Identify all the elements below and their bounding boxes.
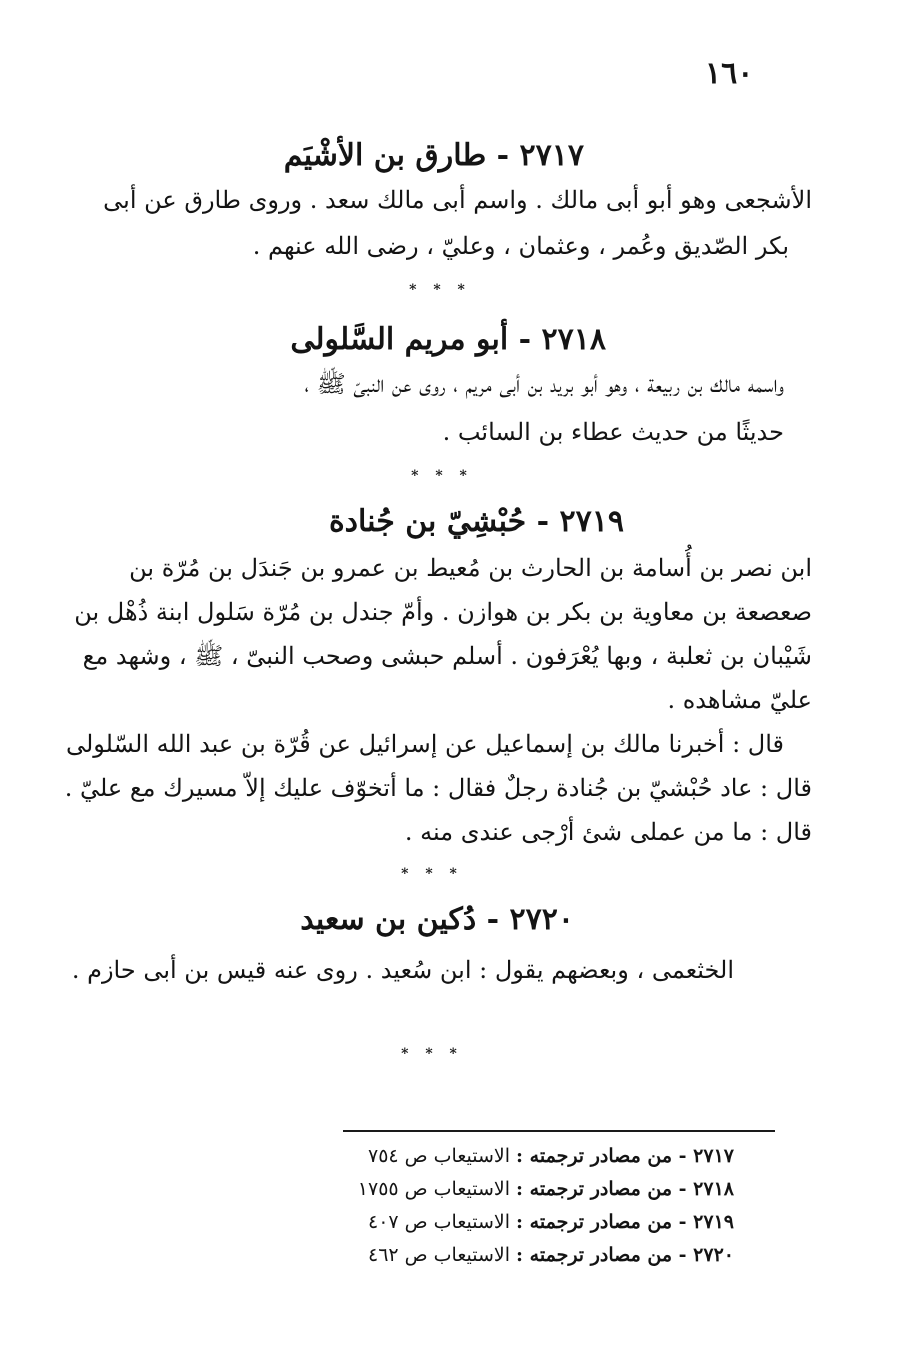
entry-2719-line-6: قال : عاد حُبْشيّ بن جُنادة رجلٌ فقال : ما أتخوّف عليك إلاّ مسيرك مع عليّ . <box>64 774 812 802</box>
section-separator: * * * <box>409 282 471 298</box>
footnote-source: الاستيعاب ص ٤٠٧ <box>367 1211 517 1233</box>
entry-2719-line-7: قال : ما من عملى شئ أرْجى عندى منه . <box>404 818 812 846</box>
entry-2719-line-2: صعصعة بن معاوية بن بكر بن هوازن . وأمّ جندل بن مُرّة سَلول ابنة ذُهْل بن <box>74 598 812 626</box>
footnote-source: الاستيعاب ص ١٧٥٥ <box>357 1178 517 1200</box>
footnote-lead: ٢٧١٨ - من مصادر ترجمته : <box>516 1178 734 1200</box>
entry-2719-line-4: عليّ مشاهده . <box>667 686 812 714</box>
entry-2719-line-1: ابن نصر بن أُسامة بن الحارث بن مُعيط بن عمرو بن جَندَل بن مُرّة بن <box>129 554 812 582</box>
page-number: ١٦٠ <box>705 56 754 91</box>
footnote-lead: ٢٧١٧ - من مصادر ترجمته : <box>516 1145 734 1167</box>
footnote-2719 <box>368 1211 734 1233</box>
entry-2718-line-1: واسمه مالك بن ربيعة ، وهو أبو بريد بن أبى مريم ، روى عن النبىّ ﷺ ، <box>304 370 784 398</box>
section-separator: * * * <box>401 866 463 882</box>
footnote-source: الاستيعاب ص ٧٥٤ <box>367 1145 517 1167</box>
entry-2720-line-1: الخثعمى ، وبعضهم يقول : ابن سُعيد . روى عنه قيس بن أبى حازم . <box>71 956 734 984</box>
footnote-2717 <box>368 1145 734 1167</box>
footnote-divider <box>343 1130 775 1132</box>
footnote-2718 <box>358 1178 734 1200</box>
entry-2719-line-5: قال : أخبرنا مالك بن إسماعيل عن إسرائيل عن قُرّة بن عبد الله السّلولى <box>65 730 784 758</box>
footnote-source: الاستيعاب ص ٤٦٢ <box>367 1244 517 1266</box>
entry-title-2719: ٢٧١٩ - حُبْشِيّ بن جُنادة <box>328 504 624 539</box>
section-separator: * * * <box>401 1046 463 1062</box>
entry-2717-line-1: الأشجعى وهو أبو أبى مالك . واسم أبى مالك سعد . وروى طارق عن أبى <box>103 186 812 214</box>
entry-title-2720: ٢٧٢٠ - دُكين بن سعيد <box>300 902 574 937</box>
entry-title-2717: ٢٧١٧ - طارق بن الأشْيَم <box>283 138 584 173</box>
footnote-2720 <box>368 1244 734 1266</box>
entry-2718-line-2: حديثًا من حديث عطاء بن السائب . <box>442 418 784 446</box>
entry-2719-line-3: شَيْبان بن ثعلبة ، وبها يُعْرَفون . أسلم حبشى وصحب النبىّ ، ﷺ ، وشهد مع <box>82 642 812 670</box>
section-separator: * * * <box>411 468 473 484</box>
entry-2717-line-2: بكر الصّديق وعُمر ، وعثمان ، وعليّ ، رضى الله عنهم . <box>252 232 789 260</box>
footnote-lead: ٢٧١٩ - من مصادر ترجمته : <box>516 1211 734 1233</box>
entry-title-2718: ٢٧١٨ - أبو مريم السَّلولى <box>290 322 606 357</box>
footnote-lead: ٢٧٢٠ - من مصادر ترجمته : <box>516 1244 734 1266</box>
